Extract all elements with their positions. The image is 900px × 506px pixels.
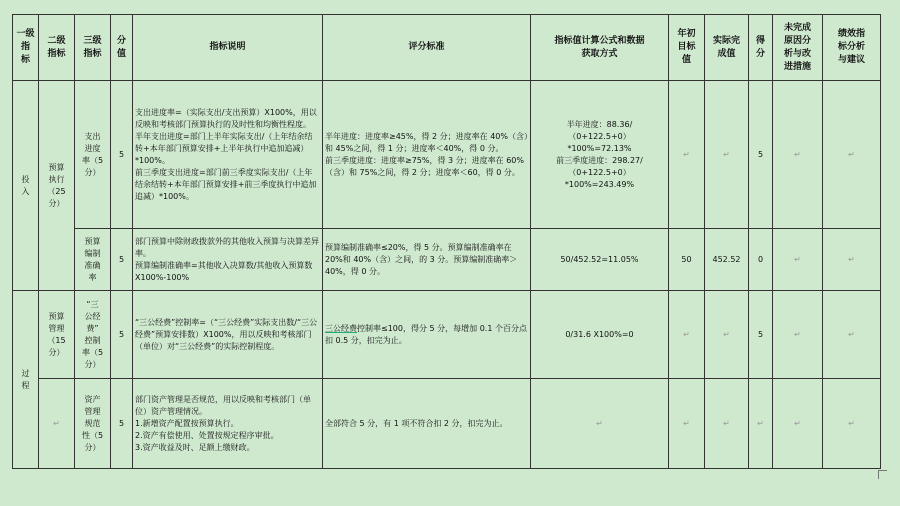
reason-cell: ↵ — [773, 379, 823, 469]
performance-table — [12, 14, 881, 469]
score-cell: 5 — [111, 291, 133, 379]
score-cell: 5 — [111, 81, 133, 229]
header-level2: 二级 指标 — [39, 15, 75, 81]
reason-cell: ↵ — [773, 229, 823, 291]
actual-cell: ↵ — [705, 81, 749, 229]
level1-input: 投 入 — [13, 81, 39, 291]
level3-cell: 预算 编制 准确 率 — [75, 229, 111, 291]
table-row — [13, 379, 881, 469]
header-standard: 评分标准 — [323, 15, 531, 81]
formula-cell: 50/452.52=11.05% — [531, 229, 669, 291]
description-cell: 支出进度率=（实际支出/支出预算）X100%，用以反映和考核部门预算执行的及时性和均衡性程度。 半年支出进度=部门上半年实际支出/（上年结余结转+本年部门预算安排+上半年执行中追加追减）*100%。 前三季度支出进度=部门前三季度实际支出/（上年结余结转+本年部门预算安排+前三季度执行中追加追减）*100%。 — [133, 81, 323, 229]
advice-cell: ↵ — [823, 81, 881, 229]
level3-cell: “三 公经 费” 控制 率（5 分） — [75, 291, 111, 379]
reason-cell: ↵ — [773, 291, 823, 379]
header-reason: 未完成 原因分 析与改 进措施 — [773, 15, 823, 81]
page-corner-mark — [878, 470, 887, 479]
got-cell: 5 — [749, 291, 773, 379]
header-got: 得 分 — [749, 15, 773, 81]
got-cell: 5 — [749, 81, 773, 229]
formula-cell: 0/31.6 X100%=0 — [531, 291, 669, 379]
actual-cell: ↵ — [705, 379, 749, 469]
header-advice: 绩效指 标分析 与建议 — [823, 15, 881, 81]
table-row — [13, 229, 881, 291]
level2-cell: ↵ — [39, 379, 75, 469]
got-cell: ↵ — [749, 379, 773, 469]
header-formula: 指标值计算公式和数据 获取方式 — [531, 15, 669, 81]
target-cell: ↵ — [669, 291, 705, 379]
advice-cell: ↵ — [823, 379, 881, 469]
formula-cell: 半年进度：88.36/ （0+122.5+0） *100%=72.13% 前三季度进度：298.27/ （0+122.5+0） *100%=243.49% — [531, 81, 669, 229]
actual-cell: ↵ — [705, 291, 749, 379]
standard-underlined-term: 三公经费 — [325, 323, 357, 333]
level3-cell: 资产 管理 规范 性（5 分） — [75, 379, 111, 469]
standard-cell: 预算编制准确率≤20%，得 5 分。预算编制准确率在 20%和 40%（含）之间，的 3 分。预算编制准确率＞40%，得 0 分。 — [323, 229, 531, 291]
header-level3: 三级 指标 — [75, 15, 111, 81]
target-cell: 50 — [669, 229, 705, 291]
table-row — [13, 291, 881, 379]
level2-budget-mgmt: 预算 管理 （15 分） — [39, 291, 75, 379]
level1-process: 过 程 — [13, 291, 39, 469]
header-description: 指标说明 — [133, 15, 323, 81]
actual-cell: 452.52 — [705, 229, 749, 291]
description-cell: 部门预算中除财政拨款外的其他收入预算与决算差异率。 预算编制准确率=其他收入决算数/其他收入预算数 X100%-100% — [133, 229, 323, 291]
formula-cell: ↵ — [531, 379, 669, 469]
standard-text: 控制率≤100，得分 5 分，每增加 0.1 个百分点扣 0.5 分，扣完为止。 — [325, 323, 527, 345]
reason-cell: ↵ — [773, 81, 823, 229]
header-level1: 一级 指 标 — [13, 15, 39, 81]
header-score: 分 值 — [111, 15, 133, 81]
level3-cell: 支出 进度 率（5 分） — [75, 81, 111, 229]
header-target: 年初 目标 值 — [669, 15, 705, 81]
got-cell: 0 — [749, 229, 773, 291]
target-cell: ↵ — [669, 81, 705, 229]
target-cell: ↵ — [669, 379, 705, 469]
description-cell: 部门资产管理是否规范，用以反映和考核部门（单位）资产管理情况。 1.新增资产配置按预算执行。 2.资产有偿使用、处置按规定程序审批。 3.资产收益及时、足额上缴财政。 — [133, 379, 323, 469]
table-row — [13, 81, 881, 229]
advice-cell: ↵ — [823, 291, 881, 379]
score-cell: 5 — [111, 379, 133, 469]
advice-cell: ↵ — [823, 229, 881, 291]
score-cell: 5 — [111, 229, 133, 291]
document-page — [12, 14, 880, 470]
header-actual: 实际完 成值 — [705, 15, 749, 81]
standard-cell: 全部符合 5 分，有 1 项不符合扣 2 分，扣完为止。 — [323, 379, 531, 469]
standard-cell: 半年进度：进度率≥45%，得 2 分；进度率在 40%（含）和 45%之间，得 1 分；进度率＜40%，得 0 分。 前三季度进度：进度率≥75%，得 3 分；进度率在 60%（含）和 75%之间，得 2 分；进度率＜60，得 0 分。 — [323, 81, 531, 229]
header-row — [13, 15, 881, 81]
description-cell: “三公经费”控制率=（“三公经费”实际支出数/“三公经费”预算安排数）X100%，用以反映和考核部门（单位）对“三公经费”的实际控制程度。 — [133, 291, 323, 379]
level2-budget-exec: 预算 执行 （25 分） — [39, 81, 75, 291]
standard-cell — [323, 291, 531, 379]
